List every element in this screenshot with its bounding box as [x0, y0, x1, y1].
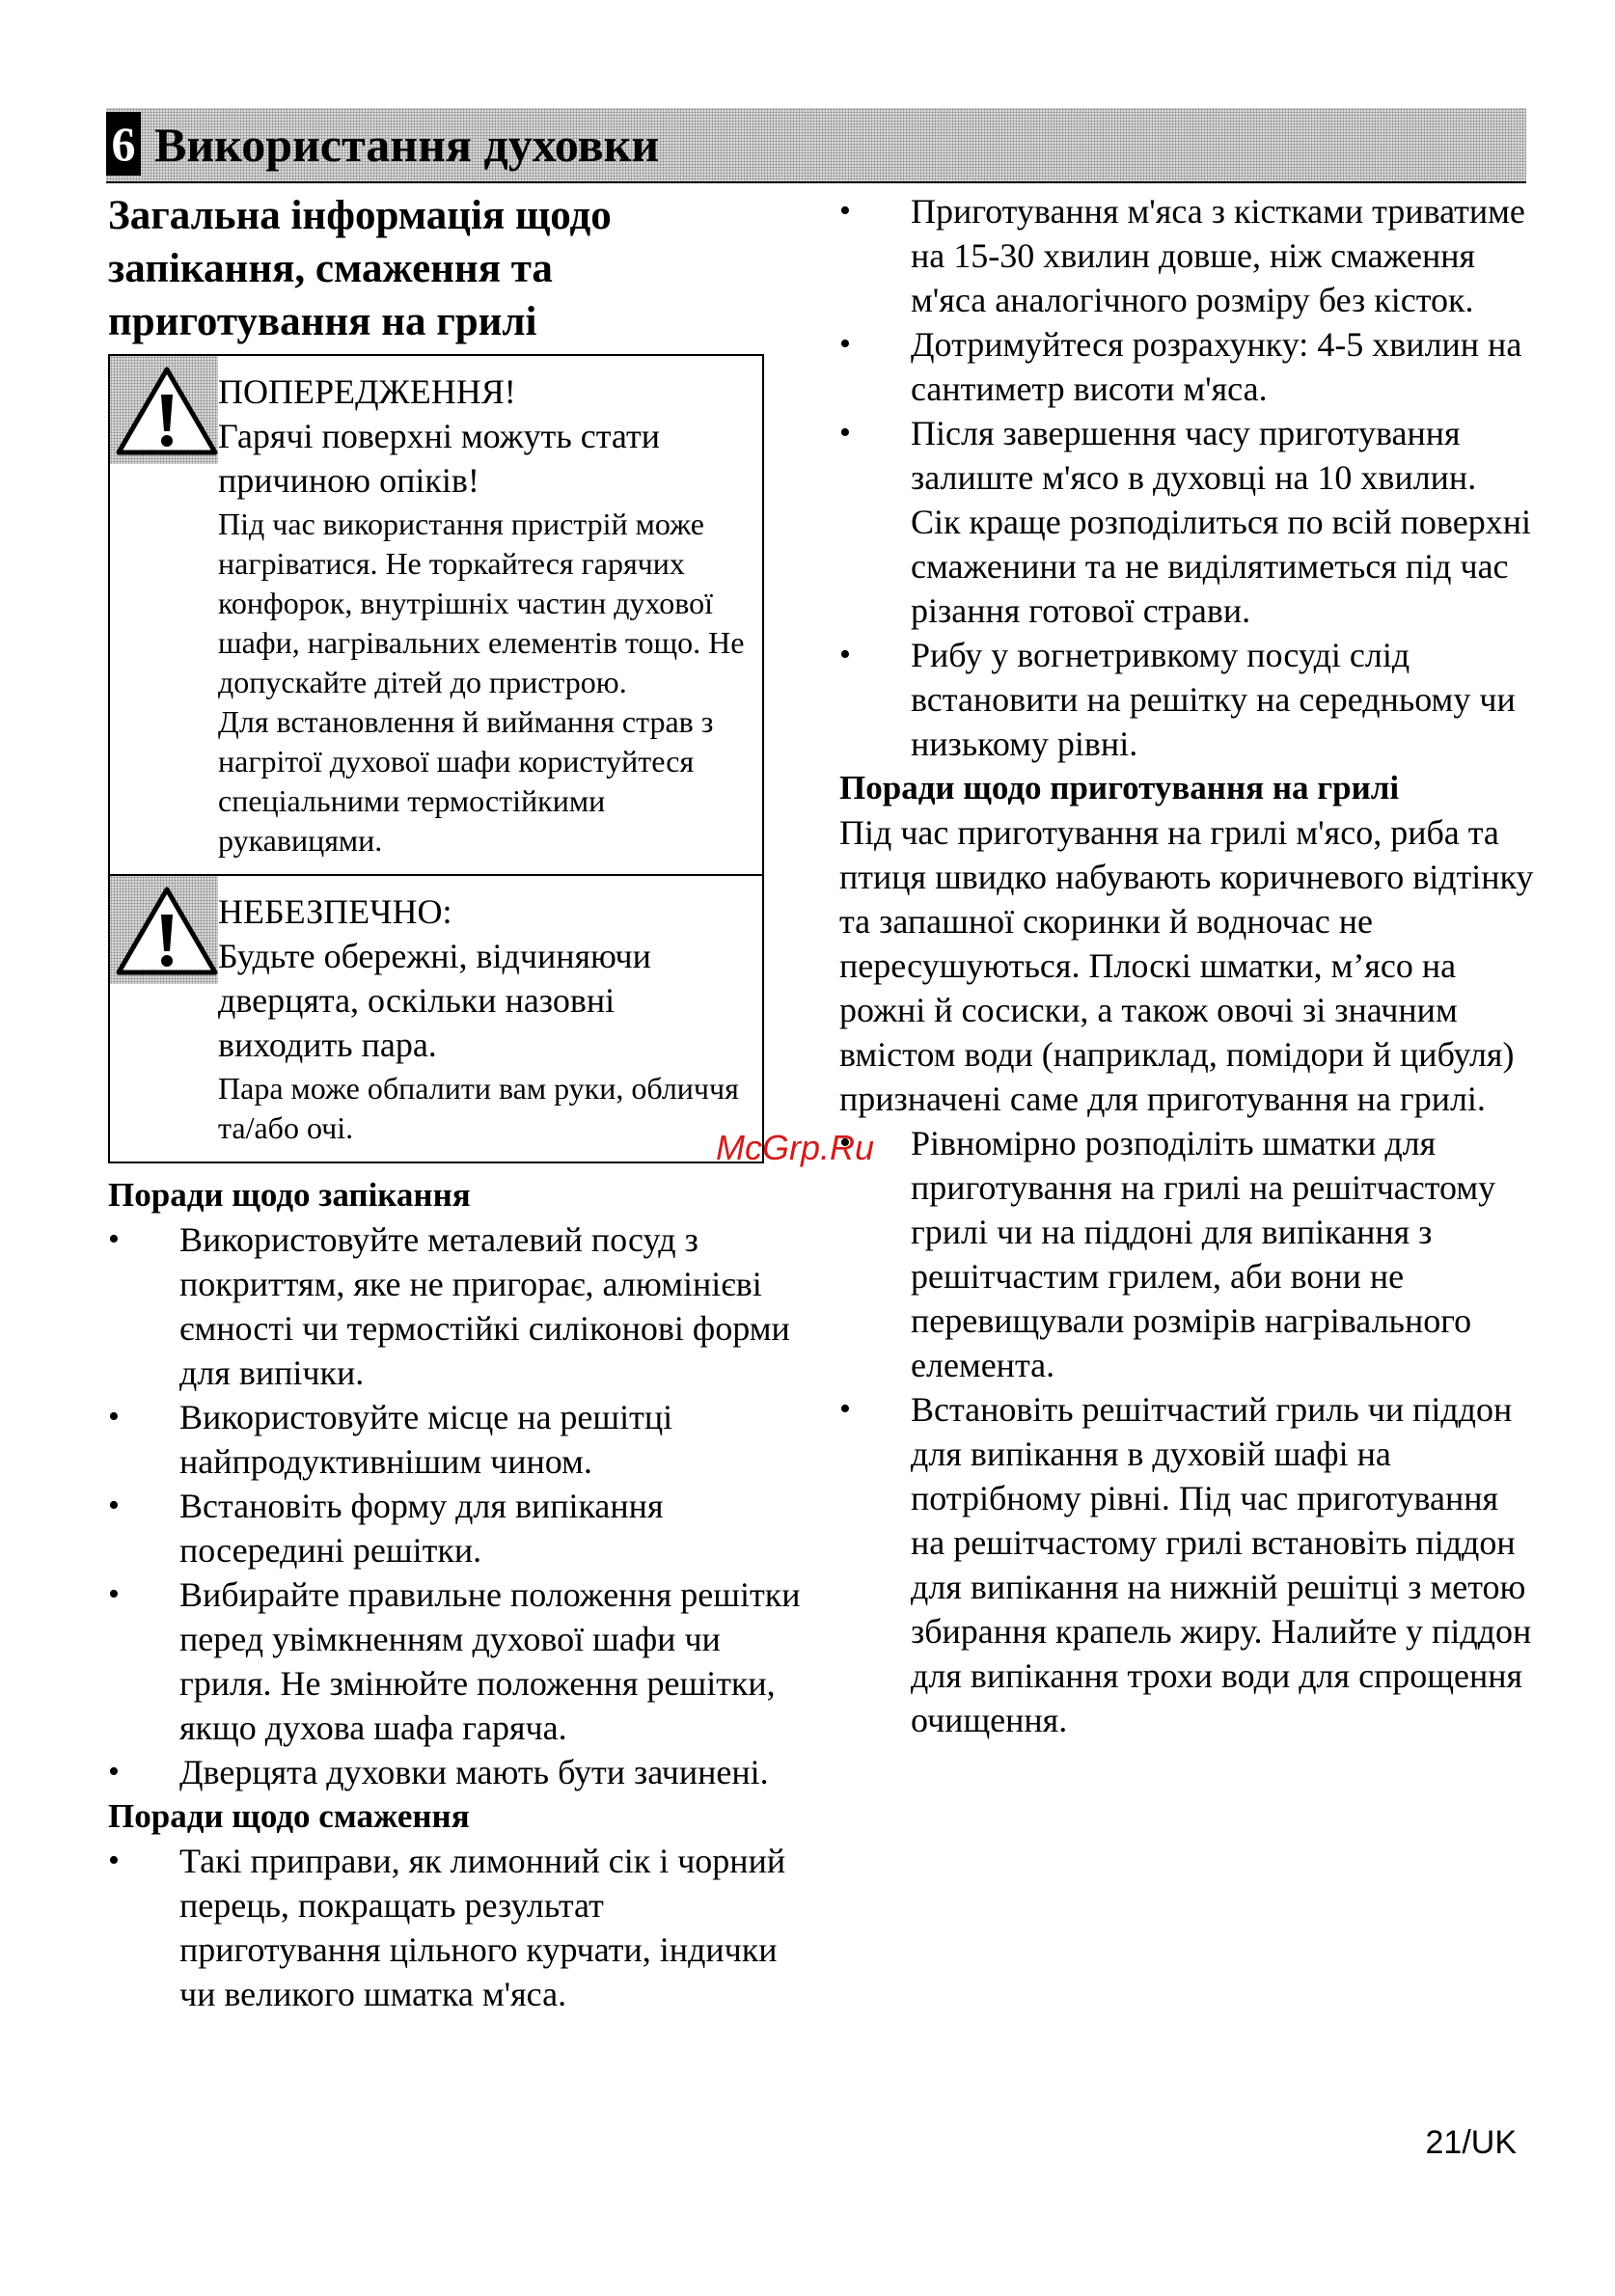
list-item: • Дверцята духовки мають бути зачинені. [108, 1750, 803, 1794]
grill-tips-intro: Під час приготування на грилі м'ясо, риба та птиця швидко набувають коричневого відтінку та запашної скоринки й водночас не пересушуються. Плоскі шматки, м’ясо на рожні й сосиски, а також овочі зі значним вмістом води (наприклад, помідори й цибуля) призначені саме для приготування на грилі. [839, 813, 1534, 1118]
list-item: • Встановіть форму для випікання посередині решітки. [108, 1484, 803, 1572]
danger-body: Пара може обпалити вам руки, обличчя та/або очі. [218, 1071, 739, 1145]
warning-title: ПОПЕРЕДЖЕННЯ! [218, 372, 516, 411]
page-heading: Загальна інформація щодо запікання, смаження та приготування на грилі [108, 193, 612, 344]
list-item: • Приготування м'яса з кістками триватиме на 15-30 хвилин довше, ніж смаження м'яса аналогічного розміру без кісток. [839, 189, 1534, 322]
danger-lead: Будьте обережні, відчиняючи дверцята, оскільки назовні виходить пара. [218, 937, 651, 1064]
list-item: • Рівномірно розподіліть шматки для приготування на грилі на решітчастому грилі чи на піддоні для випікання з решітчастим грилем, аби вони не перевищували розмірів нагрівального елемента. [839, 1121, 1534, 1387]
warning-body-2: Для встановлення й виймання страв з нагрітої духової шафи користуйтеся спеціальними термостійкими рукавицями. [218, 704, 714, 858]
baking-tips-title: Поради щодо запікання [108, 1176, 471, 1214]
danger-triangle-icon [113, 884, 221, 980]
right-column [839, 189, 1534, 1742]
warning-lead: Гарячі поверхні можуть стати причиною опіків! [218, 417, 660, 500]
list-item: • Такі приправи, як лимонний сік і чорний перець, покращать результат приготування цільного курчати, індички чи великого шматка м'яса. [108, 1839, 803, 2016]
list-item: • Після завершення часу приготування залиште м'ясо в духовці на 10 хвилин. Сік краще розподілиться по всій поверхні смаженини та не виділятиметься під час різання готової страви. [839, 411, 1534, 633]
grill-tips-list [839, 1121, 1534, 1742]
list-item: • Вибирайте правильне положення решітки перед увімкненням духової шафи чи гриля. Не змінюйте положення решітки, якщо духова шафа гаряча. [108, 1572, 803, 1750]
section-banner [106, 108, 1526, 183]
warning-triangle-icon [113, 364, 221, 460]
list-item: • Використовуйте металевий посуд з покриттям, яке не пригорає, алюмінієві ємності чи термостійкі силіконові форми для випічки. [108, 1217, 803, 1395]
warning-body-1: Під час використання пристрій може нагріватися. Не торкайтеся гарячих конфорок, внутрішніх частин духової шафи, нагрівальних елементів тощо. Не допускайте дітей до пристрою. [218, 506, 745, 699]
danger-box [108, 876, 764, 1163]
grill-tips-title: Поради щодо приготування на грилі [839, 769, 1400, 806]
roasting-tips-list-continued [839, 189, 1534, 766]
warning-box [108, 354, 764, 876]
section-title: Використання духовки [154, 118, 660, 172]
roasting-tips-list [108, 1839, 803, 2016]
page-number: 21/UK [1425, 2124, 1517, 2161]
list-item: • Встановіть решітчастий гриль чи піддон для випікання в духовій шафі на потрібному рівні. Під час приготування на решітчастому грилі встановіть піддон для випікання на нижній решітці з метою збирання крапель жиру. Налийте у піддон для випікання трохи води для спрощення очищення. [839, 1387, 1534, 1742]
baking-tips-list [108, 1217, 803, 1794]
section-number: 6 [106, 112, 141, 176]
list-item: • Використовуйте місце на решітці найпродуктивнішим чином. [108, 1395, 803, 1484]
watermark: McGrp.Ru [716, 1128, 875, 1167]
list-item: • Рибу у вогнетривкому посуді слід встановити на решітку на середньому чи низькому рівні. [839, 633, 1534, 766]
list-item: • Дотримуйтеся розрахунку: 4-5 хвилин на сантиметр висоти м'яса. [839, 322, 1534, 411]
left-column [108, 189, 803, 2016]
danger-title: НЕБЕЗПЕЧНО: [218, 892, 452, 931]
roasting-tips-title: Поради щодо смаження [108, 1797, 470, 1835]
